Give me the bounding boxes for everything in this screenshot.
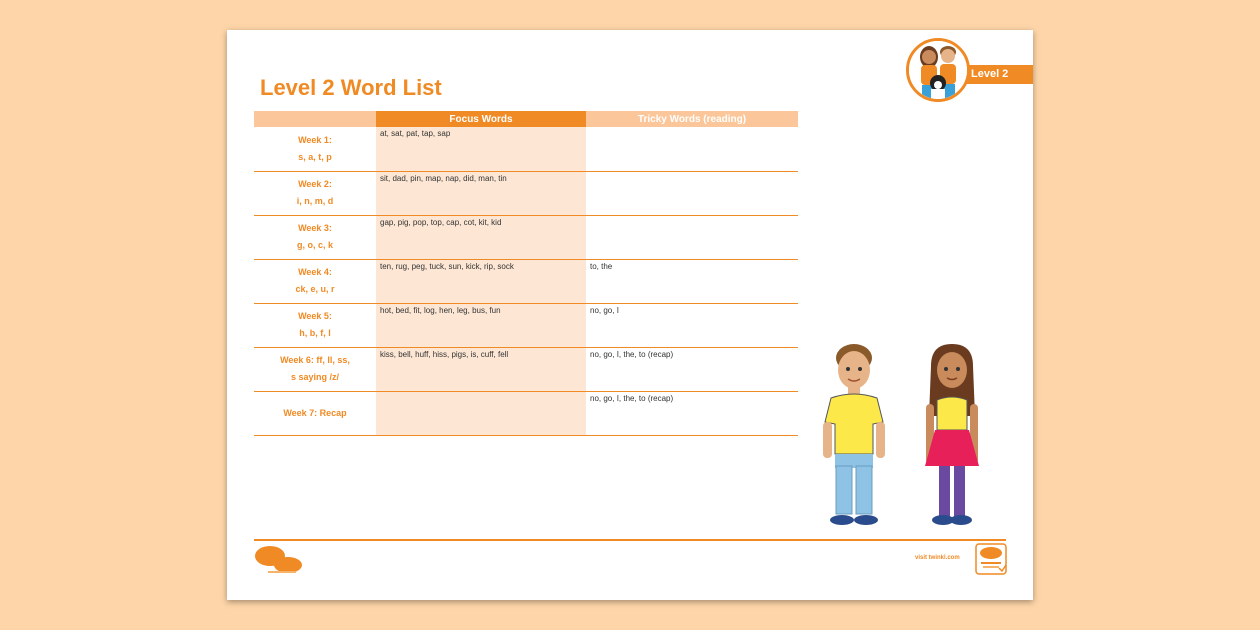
- table-row: [254, 347, 798, 391]
- table-row: [254, 171, 798, 215]
- footer-divider: [254, 539, 1006, 541]
- table-row: [254, 259, 798, 303]
- tricky-words-cell: [586, 171, 798, 215]
- focus-words-cell: [376, 391, 586, 435]
- focus-words-cell: sit, dad, pin, map, nap, did, man, tin: [376, 171, 586, 215]
- week-label: Week 4:: [298, 267, 332, 277]
- focus-words-cell: ten, rug, peg, tuck, sun, kick, rip, sock: [376, 259, 586, 303]
- week-sounds: s saying /z/: [290, 372, 340, 382]
- week-cell: [254, 259, 376, 303]
- header-blank: [254, 111, 376, 127]
- table-row: [254, 215, 798, 259]
- girl-illustration: [917, 344, 987, 532]
- tricky-words-cell: [586, 127, 798, 171]
- tricky-words-cell: no, go, I, the, to (recap): [586, 347, 798, 391]
- header-focus-words: Focus Words: [376, 111, 586, 127]
- week-sounds: s, a, t, p: [298, 151, 332, 162]
- table-row: [254, 127, 798, 171]
- word-list-page: [227, 30, 1033, 600]
- week-label: Week 7: Recap: [283, 407, 347, 418]
- week-sounds: g, o, c, k: [296, 240, 333, 250]
- week-sounds: h, b, f, l: [299, 328, 331, 338]
- boy-illustration: [819, 342, 889, 532]
- week-cell: [254, 303, 376, 347]
- tricky-words-cell: to, the: [586, 259, 798, 303]
- focus-words-cell: gap, pig, pop, top, cap, cot, kit, kid: [376, 215, 586, 259]
- focus-words-cell: hot, bed, fit, log, hen, leg, bus, fun: [376, 303, 586, 347]
- level-badge: Level 2: [967, 65, 1033, 84]
- focus-words-cell: kiss, bell, huff, hiss, pigs, is, cuff, fell: [376, 347, 586, 391]
- tricky-words-cell: [586, 215, 798, 259]
- week-cell: [254, 171, 376, 215]
- week-label: Week 6: ff, ll, ss,: [280, 355, 350, 365]
- week-cell: [254, 127, 376, 171]
- twinkl-phonics-logo: [254, 545, 302, 575]
- table-row: [254, 303, 798, 347]
- week-sounds: ck, e, u, r: [295, 284, 335, 294]
- tricky-words-cell: no, go, I, the, to (recap): [586, 391, 798, 435]
- header-tricky-words: Tricky Words (reading): [586, 111, 798, 127]
- week-label: Week 3:: [298, 223, 332, 233]
- visit-link[interactable]: visit twinkl.com: [915, 555, 960, 561]
- focus-words-cell: at, sat, pat, tap, sap: [376, 127, 586, 171]
- week-label: Week 5:: [298, 311, 332, 321]
- week-cell: [254, 391, 376, 435]
- quality-standard-badge-icon: [975, 543, 1007, 575]
- week-sounds: i, n, m, d: [296, 196, 334, 206]
- table-row: [254, 391, 798, 435]
- week-label: Week 2:: [298, 179, 332, 189]
- week-cell: [254, 215, 376, 259]
- week-cell: [254, 347, 376, 391]
- week-label: Week 1:: [298, 134, 332, 145]
- page-title: Level 2 Word List: [260, 75, 442, 100]
- badge-characters-icon: [906, 38, 970, 102]
- word-list-table: [254, 111, 798, 436]
- tricky-words-cell: no, go, I: [586, 303, 798, 347]
